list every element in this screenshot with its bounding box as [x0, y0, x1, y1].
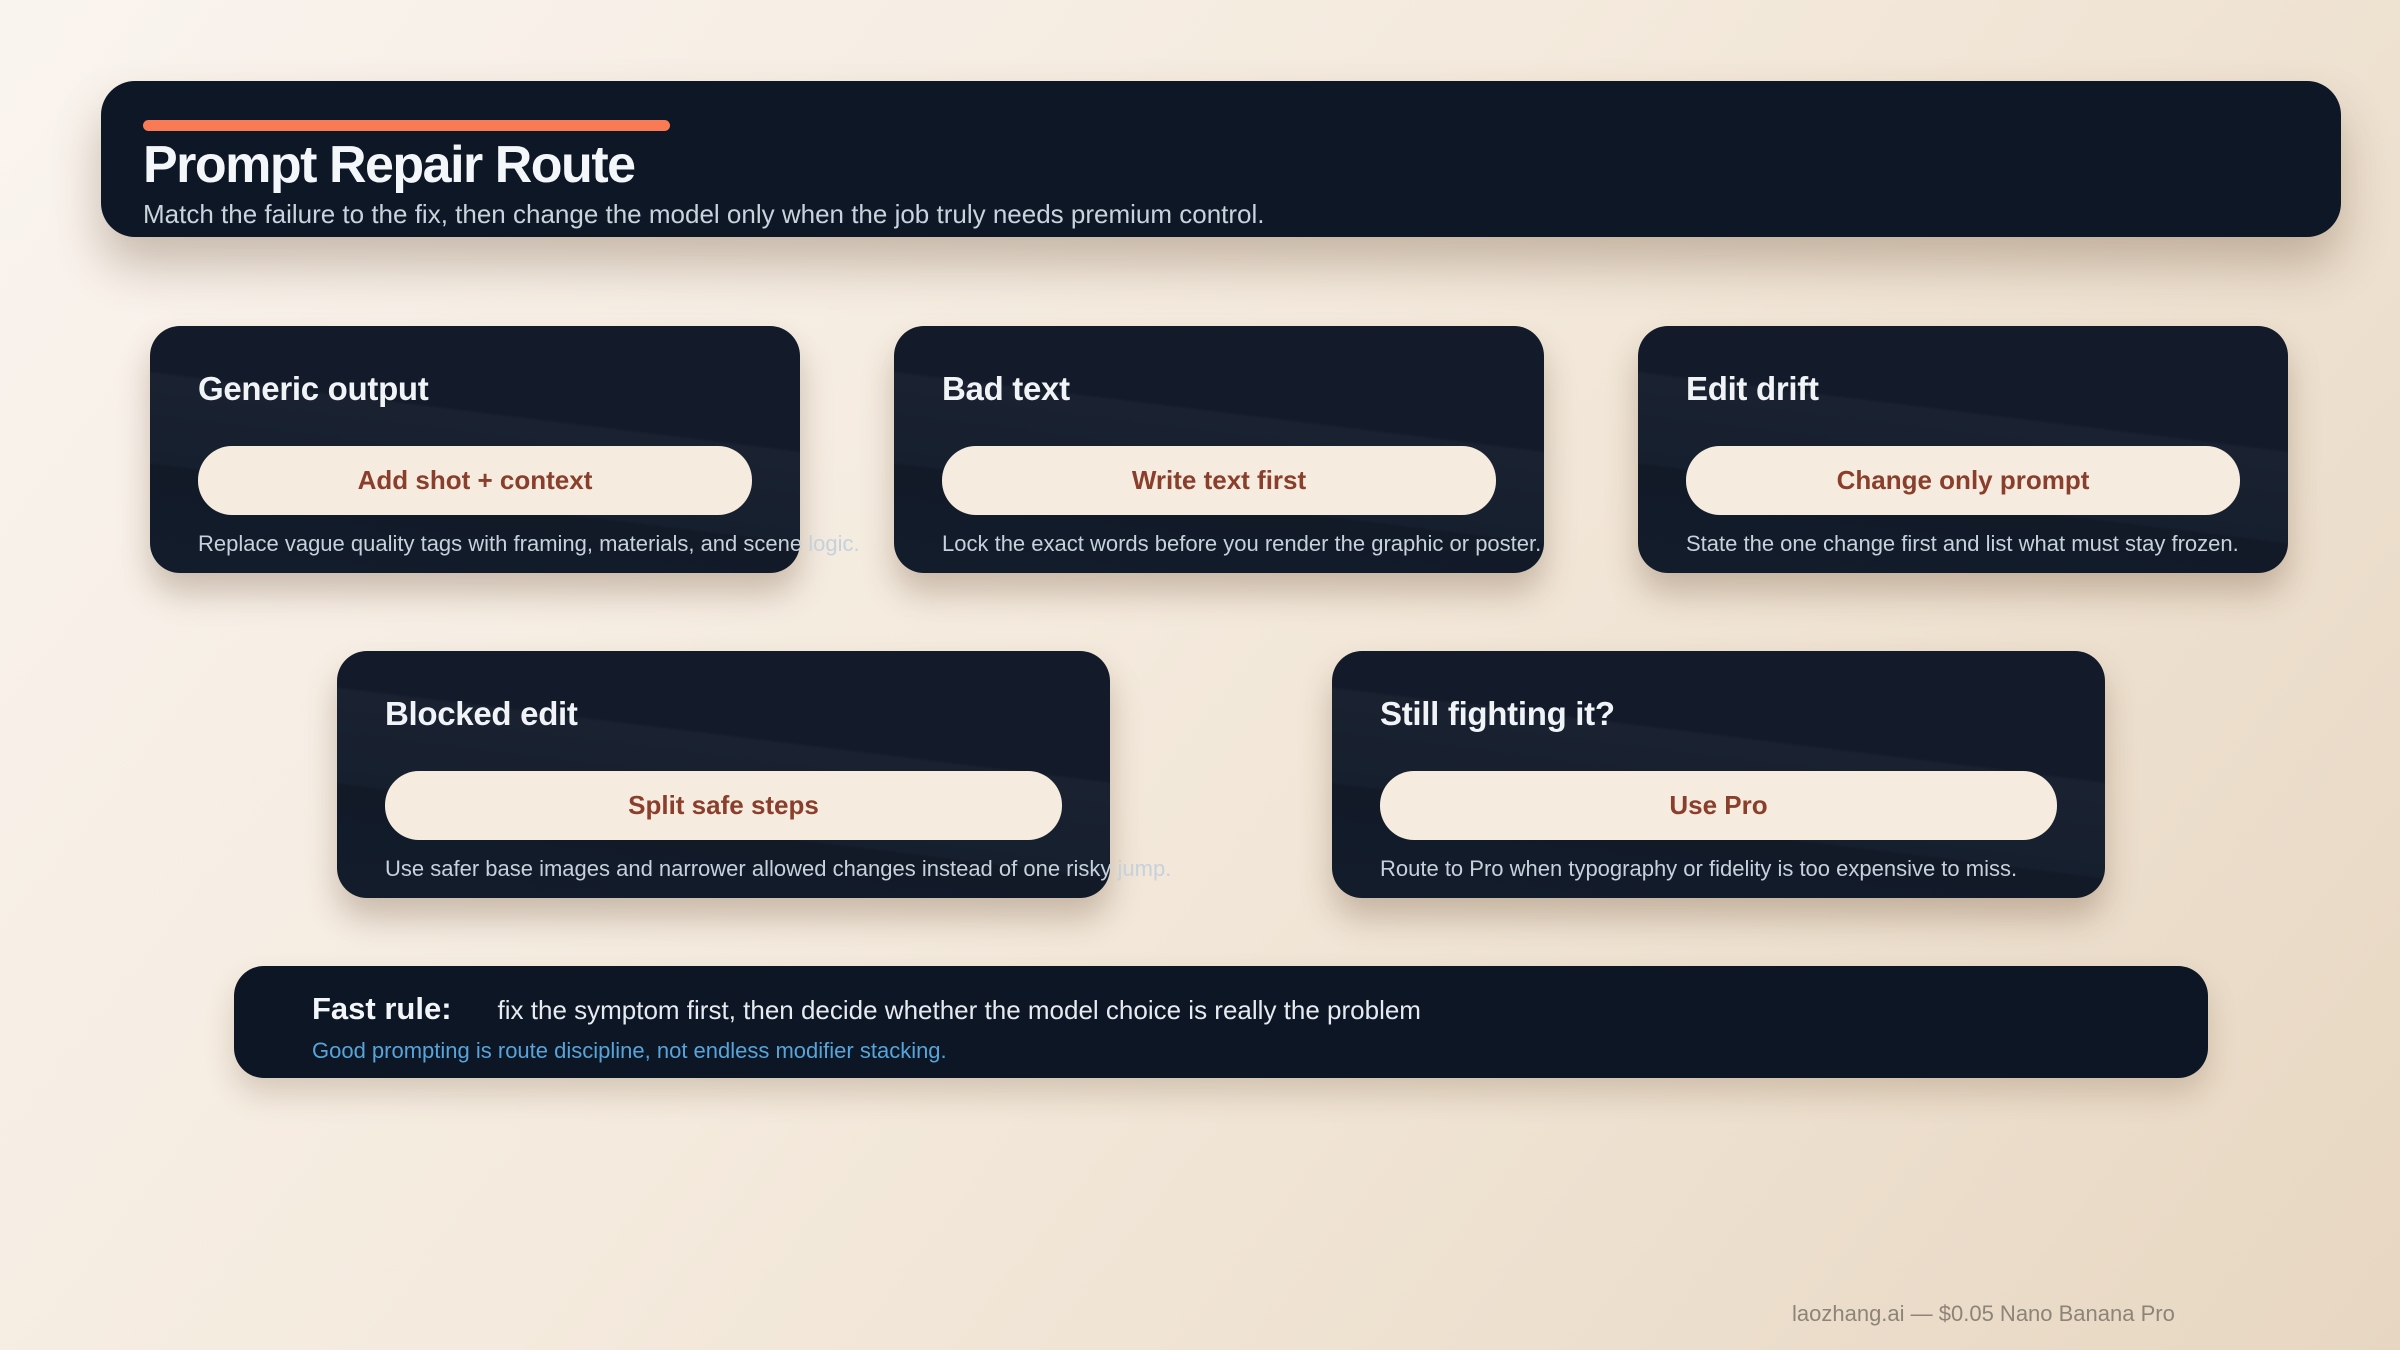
- card-description: Use safer base images and narrower allowed changes instead of one risky jump.: [385, 855, 1172, 881]
- footer-credit: laozhang.ai — $0.05 Nano Banana Pro: [1792, 1301, 2175, 1326]
- card-title: Blocked edit: [385, 695, 578, 732]
- card-edit-drift: [1638, 326, 2288, 573]
- card-still-fighting: [1332, 651, 2105, 898]
- add-shot-context-button[interactable]: Add shot + context: [198, 446, 752, 515]
- card-generic-output: [150, 326, 860, 573]
- use-pro-button[interactable]: Use Pro: [1380, 771, 2057, 840]
- card-title: Bad text: [942, 370, 1070, 407]
- fast-rule-bar: [234, 966, 2208, 1078]
- fast-rule-text: fix the symptom first, then decide whether the model choice is really the problem: [497, 995, 1421, 1025]
- header-card: [101, 81, 2341, 237]
- fast-rule-note: Good prompting is route discipline, not endless modifier stacking.: [312, 1038, 947, 1063]
- card-description: Lock the exact words before you render the graphic or poster.: [942, 530, 1542, 556]
- card-description: State the one change first and list what must stay frozen.: [1686, 530, 2239, 556]
- fast-rule-line: [312, 991, 2208, 1027]
- card-row-1: [150, 326, 2288, 573]
- split-safe-steps-button[interactable]: Split safe steps: [385, 771, 1062, 840]
- page-title: Prompt Repair Route: [143, 136, 635, 194]
- card-bad-text: [894, 326, 1544, 573]
- card-title: Still fighting it?: [1380, 695, 1615, 732]
- accent-bar: [143, 120, 670, 131]
- fast-rule-label: Fast rule:: [312, 991, 452, 1026]
- card-row-2: [337, 651, 2105, 898]
- write-text-first-button[interactable]: Write text first: [942, 446, 1496, 515]
- change-only-prompt-button[interactable]: Change only prompt: [1686, 446, 2240, 515]
- page-subtitle: Match the failure to the fix, then change the model only when the job truly needs premium control.: [143, 198, 1265, 229]
- card-description: Route to Pro when typography or fidelity is too expensive to miss.: [1380, 855, 2018, 881]
- card-blocked-edit: [337, 651, 1172, 898]
- card-description: Replace vague quality tags with framing, materials, and scene logic.: [198, 530, 860, 556]
- card-title: Generic output: [198, 370, 429, 407]
- card-title: Edit drift: [1686, 370, 1819, 407]
